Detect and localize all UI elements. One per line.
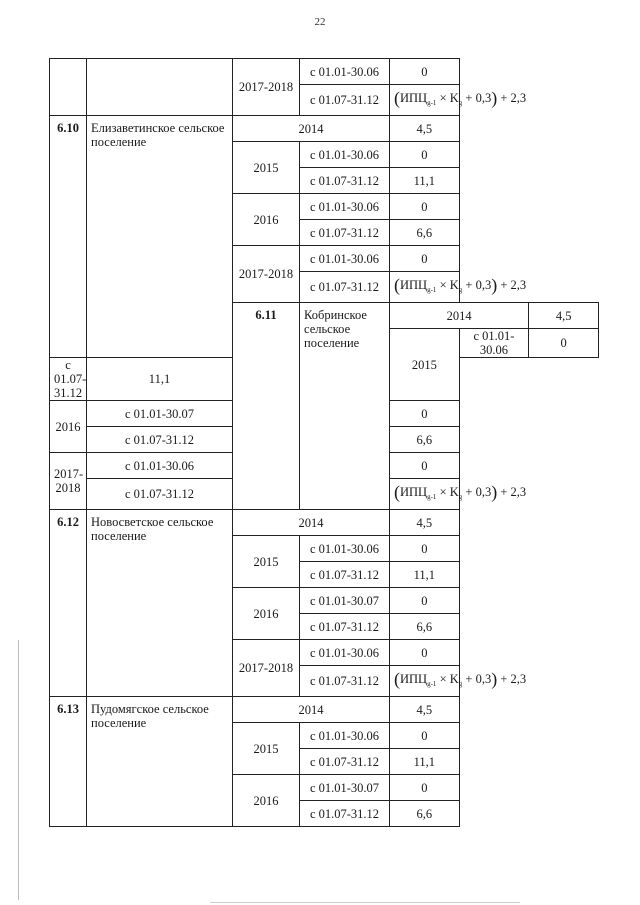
year-cell: 2016 [233, 194, 300, 246]
value-cell: 4,5 [529, 303, 599, 329]
value-cell: 0 [390, 401, 460, 427]
table-row [50, 116, 599, 142]
value-cell: 6,6 [390, 427, 460, 453]
value-cell: 0 [390, 59, 460, 85]
year-cell: 2015 [233, 142, 300, 194]
period-cell: с 01.07-31.12 [87, 427, 233, 453]
formula-cell [390, 85, 527, 116]
value-cell: 4,5 [390, 697, 460, 723]
formula-cell [390, 479, 527, 510]
value-cell: 0 [390, 453, 460, 479]
year-cell: 2016 [233, 588, 300, 640]
period-cell: с 01.07-31.12 [300, 562, 390, 588]
year-cell: 2014 [233, 697, 390, 723]
year-cell: 2017-2018 [50, 453, 87, 510]
year-cell: 2014 [233, 510, 390, 536]
indexation-formula: $(ИПЦ_{g-1} \times K_g + 0,3) + 2,3$ [394, 481, 527, 502]
period-cell: с 01.01-30.07 [300, 775, 390, 801]
year-cell: 2014 [390, 303, 529, 329]
period-cell: с 01.01-30.06 [300, 246, 390, 272]
value-cell: 0 [390, 142, 460, 168]
section-number: 6.12 [50, 510, 87, 697]
value-cell: 0 [390, 536, 460, 562]
period-cell: с 01.07-31.12 [300, 168, 390, 194]
value-cell: 11,1 [390, 168, 460, 194]
period-cell: с 01.07-31.12 [300, 85, 390, 116]
year-cell: 2015 [233, 723, 300, 775]
value-cell: 11,1 [390, 749, 460, 775]
year-cell: 2017-2018 [233, 640, 300, 697]
period-cell: с 01.07-31.12 [87, 479, 233, 510]
period-cell: с 01.01-30.06 [300, 194, 390, 220]
year-cell: 2016 [50, 401, 87, 453]
value-cell: 0 [390, 775, 460, 801]
value-cell: 11,1 [87, 358, 233, 401]
value-cell: 4,5 [390, 116, 460, 142]
indexation-formula: $(ИПЦ_{g-1} \times K_g + 0,3) + 2,3$ [394, 274, 527, 295]
period-cell: с 01.01-30.06 [300, 640, 390, 666]
section-number: 6.13 [50, 697, 87, 827]
table-row [50, 59, 599, 85]
tariff-table [49, 58, 599, 827]
period-cell: с 01.01-30.06 [300, 142, 390, 168]
settlement-name: Пудомягское сельское поселение [87, 697, 233, 827]
name-cell [87, 59, 233, 116]
number-cell [50, 59, 87, 116]
indexation-formula: $(ИПЦ_{g-1} \times K_g + 0,3) + 2,3$ [394, 87, 527, 108]
year-cell: 2016 [233, 775, 300, 827]
period-cell: с 01.01-30.06 [300, 536, 390, 562]
period-cell: с 01.01-30.06 [459, 329, 529, 358]
period-cell: с 01.01-30.07 [300, 588, 390, 614]
period-cell: с 01.07-31.12 [50, 358, 87, 401]
year-cell: 2015 [390, 329, 460, 401]
value-cell: 0 [529, 329, 599, 358]
value-cell: 6,6 [390, 614, 460, 640]
value-cell: 0 [390, 194, 460, 220]
period-cell: с 01.07-31.12 [300, 749, 390, 775]
value-cell: 6,6 [390, 801, 460, 827]
section-number: 6.11 [233, 303, 300, 510]
value-cell: 4,5 [390, 510, 460, 536]
period-cell: с 01.07-31.12 [300, 801, 390, 827]
year-cell: 2017-2018 [233, 246, 300, 303]
settlement-name: Новосветское сельское поселение [87, 510, 233, 697]
period-cell: с 01.07-31.12 [300, 614, 390, 640]
value-cell: 0 [390, 723, 460, 749]
period-cell: с 01.01-30.07 [87, 401, 233, 427]
indexation-formula: $(ИПЦ_{g-1} \times K_g + 0,3) + 2,3$ [394, 668, 527, 689]
value-cell: 0 [390, 640, 460, 666]
value-cell: 11,1 [390, 562, 460, 588]
scan-margin-line [18, 640, 19, 900]
formula-cell [390, 272, 527, 303]
table-row [50, 510, 599, 536]
period-cell: с 01.01-30.06 [300, 59, 390, 85]
period-cell: с 01.07-31.12 [300, 220, 390, 246]
year-cell: 2015 [233, 536, 300, 588]
settlement-name: Кобринское сельское поселение [300, 303, 390, 510]
page-number: 22 [314, 16, 326, 28]
formula-cell [390, 666, 527, 697]
section-number: 6.10 [50, 116, 87, 358]
period-cell: с 01.07-31.12 [300, 666, 390, 697]
table-row [50, 697, 599, 723]
year-cell: 2017-2018 [233, 59, 300, 116]
value-cell: 0 [390, 588, 460, 614]
scan-bottom-line [210, 902, 520, 903]
value-cell: 0 [390, 246, 460, 272]
period-cell: с 01.07-31.12 [300, 272, 390, 303]
value-cell: 6,6 [390, 220, 460, 246]
period-cell: с 01.01-30.06 [300, 723, 390, 749]
settlement-name: Елизаветинское сельское поселение [87, 116, 233, 358]
period-cell: с 01.01-30.06 [87, 453, 233, 479]
year-cell: 2014 [233, 116, 390, 142]
